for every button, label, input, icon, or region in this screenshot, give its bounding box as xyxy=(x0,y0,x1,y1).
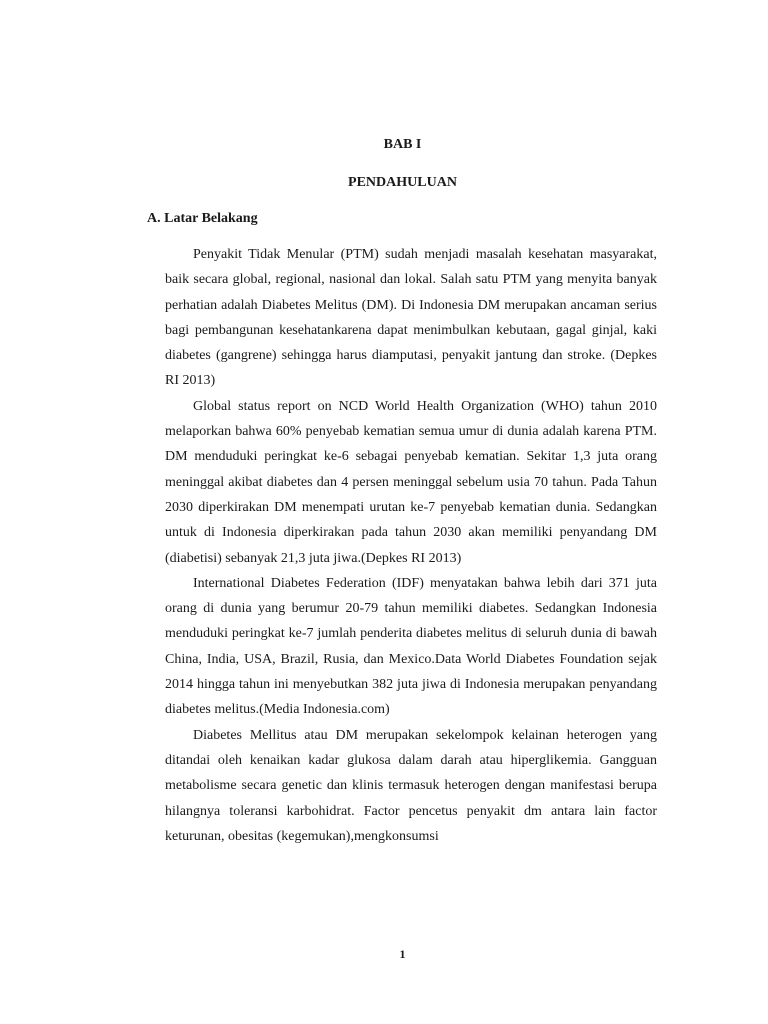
paragraph: International Diabetes Federation (IDF) menyatakan bahwa lebih dari 371 juta orang di dunia yang berumur 20-79 tahun memiliki diabetes. Sedangkan Indonesia menduduki peringkat ke-7 jumlah penderita diabetes melitus di seluruh dunia di bawah China, India, USA, Brazil, Rusia, dan Mexico.Data World Diabetes Foundation sejak 2014 hingga tahun ini menyebutkan 382 juta jiwa di Indonesia merupakan penyandang diabetes melitus.(Media Indonesia.com) xyxy=(165,575,657,718)
paragraph: Global status report on NCD World Health Organization (WHO) tahun 2010 melaporkan bahwa 60% penyebab kematian semua umur di dunia adalah karena PTM. DM menduduki peringkat ke-6 sebagai penyebab kematian. Sekitar 1,3 juta orang meninggal akibat diabetes dan 4 persen meninggal sebelum usia 70 tahun. Pada Tahun 2030 diperkirakan DM menempati urutan ke-7 penyebab kematian dunia. Sedangkan untuk di Indonesia diperkirakan pada tahun 2030 akan memiliki penyandang DM (diabetisi) sebanyak 21,3 juta jiwa.(Depkes RI 2013) xyxy=(165,398,657,566)
chapter-number: BAB I xyxy=(383,137,422,152)
paragraph: Penyakit Tidak Menular (PTM) sudah menjadi masalah kesehatan masyarakat, baik secara global, regional, nasional dan lokal. Salah satu PTM yang menyita banyak perhatian adalah Diabetes Melitus (DM). Di Indonesia DM merupakan ancaman serius bagi pembangunan kesehatankarena dapat menimbulkan kebutaan, gagal ginjal, kaki diabetes (gangrene) sehingga harus diamputasi, penyakit jantung dan stroke. (Depkes RI 2013) xyxy=(165,247,657,389)
body-text xyxy=(165,242,657,849)
section-heading: A. Latar Belakang xyxy=(147,211,258,226)
chapter-title: PENDAHULUAN xyxy=(348,175,457,190)
paragraph: Diabetes Mellitus atau DM merupakan sekelompok kelainan heterogen yang ditandai oleh kenaikan kadar glukosa dalam darah atau hiperglikemia. Gangguan metabolisme secara genetic dan klinis termasuk heterogen dengan manifestasi berupa hilangnya toleransi karbohidrat. Factor pencetus penyakit dm antara lain factor keturunan, obesitas (kegemukan),mengkonsumsi xyxy=(165,727,657,844)
page-number: 1 xyxy=(399,947,406,961)
